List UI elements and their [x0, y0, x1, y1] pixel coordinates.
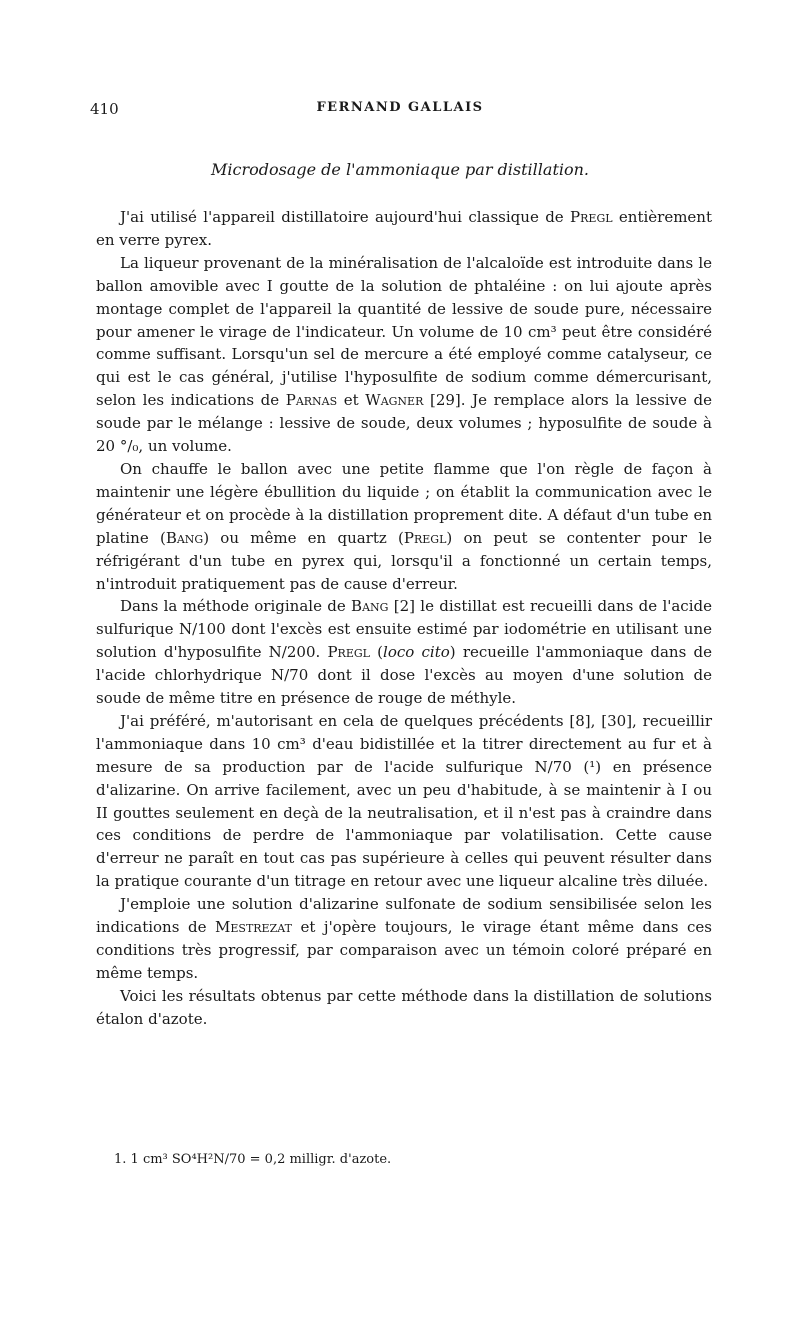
body-text: [96, 206, 712, 1031]
paragraph: J'ai utilisé l'appareil distillatoire aujourd'hui classique de Pregl entièrement en verre pyrex.: [96, 208, 712, 249]
footnote: 1. 1 cm³ SO⁴H²N/70 = 0,2 milligr. d'azote.: [114, 1152, 392, 1167]
paragraph: Voici les résultats obtenus par cette méthode dans la distillation de solutions étalon d'azote.: [96, 986, 712, 1028]
paragraph: J'ai préféré, m'autorisant en cela de quelques précédents [8], [30], recueillir l'ammoniaque dans 10 cm³ d'eau bidistillée et la titrer directement au fur et à mesure de sa production par de l'acide sulfurique N/70 (¹) en présence d'alizarine. On arrive facilement, avec un peu d'habitude, à se maintenir à I ou II gouttes seulement en deçà de la neutralisation, et il n'est pas à craindre dans ces conditions de perdre de l'ammoniaque par volatilisation. Cette cause d'erreur ne paraît en tout cas pas supérieure à celles qui peuvent résulter dans la pratique courante d'un titrage en retour avec une liqueur alcaline très diluée.: [96, 711, 712, 891]
paragraph: La liqueur provenant de la minéralisation de l'alcaloïde est introduite dans le ballon amovible avec I goutte de la solution de phtaléine : on lui ajoute après montage complet de l'appareil la quantité de lessive de soude pure, nécessaire pour amener le virage de l'indicateur. Un volume de 10 cm³ peut être considéré comme suffisant. Lorsqu'un sel de mercure a été employé comme catalyseur, ce qui est le cas général, j'utilise l'hyposulfite de sodium comme démercurisant, selon les indications de Parnas et Wagner [29]. Je remplace alors la lessive de soude par le mélange : lessive de soude, deux volumes ; hyposulfite de soude à 20 °/₀, un volume.: [96, 253, 712, 456]
section-title: Microdosage de l'ammoniaque par distillation.: [210, 160, 590, 179]
paragraph: Dans la méthode originale de Bang [2] le distillat est recueilli dans de l'acide sulfurique N/100 dont l'excès est ensuite estimé par iodométrie en utilisant une solution d'hyposulfite N/200. Pregl (loco cito) recueille l'ammoniaque dans de l'acide chlorhydrique N/70 dont il dose l'excès au moyen d'une solution de soude de même titre en présence de rouge de méthyle.: [96, 597, 712, 708]
running-head: FERNAND GALLAIS: [316, 100, 484, 115]
page-number: 410: [90, 100, 119, 118]
page-header: [90, 100, 710, 122]
paragraph: On chauffe le ballon avec une petite flamme que l'on règle de façon à maintenir une légère ébullition du liquide ; on établit la communication avec le générateur et on procède à la distillation proprement dite. A défaut d'un tube en platine (Bang) ou même en quartz (Pregl) on peut se contenter pour le réfrigérant d'un tube en pyrex qui, lorsqu'il a fonctionné un certain temps, n'introduit pratiquement pas de cause d'erreur.: [96, 459, 713, 593]
paragraph: J'emploie une solution d'alizarine sulfonate de sodium sensibilisée selon les indications de Mestrezat et j'opère toujours, le virage étant même dans ces conditions très progressif, par comparaison avec un témoin coloré préparé en même temps.: [96, 895, 712, 982]
